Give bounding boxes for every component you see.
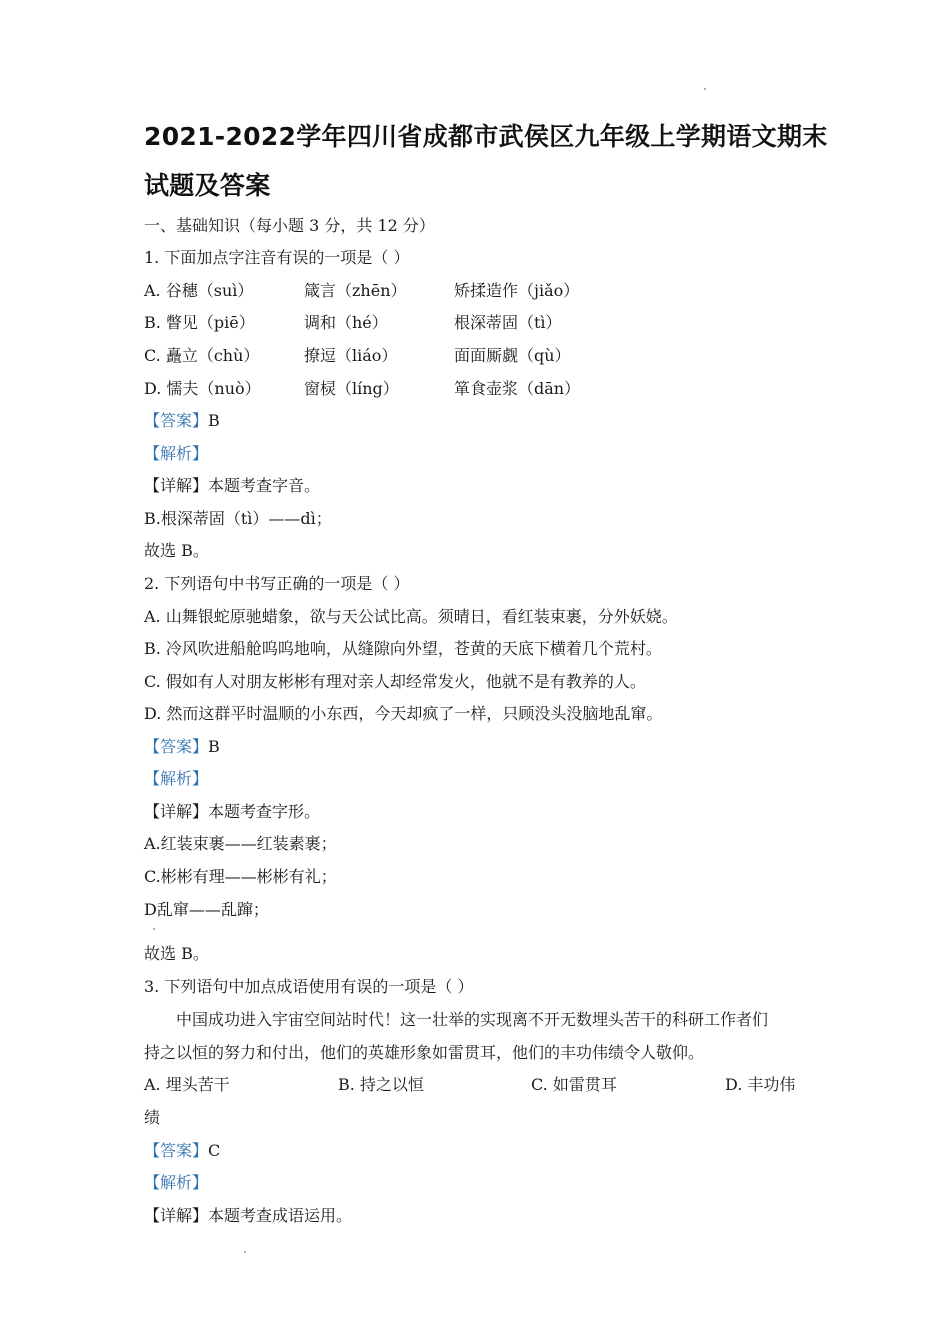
q1-option-b-3: 根深蒂固（tì） — [454, 313, 562, 332]
q2-conclusion: 故选 B。 — [144, 944, 209, 963]
q1-option-a-3: 矫揉造作（jiǎo） — [454, 281, 580, 300]
analysis-tag: 【解析】 — [144, 769, 209, 788]
analysis-tag: 【解析】 — [144, 444, 209, 463]
answer-tag: 【答案】 — [144, 411, 209, 430]
detail-text: 本题考查字形。 — [208, 802, 321, 821]
scan-speck — [704, 88, 706, 90]
detail-text: 本题考查字音。 — [208, 476, 321, 495]
q3-detail — [144, 1206, 352, 1226]
q1-detail — [144, 476, 320, 496]
q1-option-d-3: 箪食壶浆（dān） — [454, 379, 581, 398]
q1-option-d-1: D. 懦夫（nuò） — [144, 379, 261, 398]
q3-option-a: A. 埋头苦干 — [144, 1075, 230, 1094]
q3-passage-line-2: 持之以恒的努力和付出，他们的英雄形象如雷贯耳，他们的丰功伟绩令人敬仰。 — [144, 1043, 705, 1062]
q2-explanation-line-d: D乱窜——乱蹿； — [144, 900, 269, 919]
q2-option-d: D. 然而这群平时温顺的小东西，今天却疯了一样，只顾没头没脑地乱窜。 — [144, 704, 663, 723]
q2-option-b: B. 冷风吹进船舱呜呜地响，从缝隙向外望，苍黄的天底下横着几个荒村。 — [144, 639, 662, 658]
q3-stem: 3. 下列语句中加点成语使用有误的一项是（ ） — [144, 977, 474, 996]
detail-tag: 【详解】 — [144, 476, 209, 495]
q1-option-a-1: A. 谷穗（suì） — [144, 281, 254, 300]
q3-option-c: C. 如雷贯耳 — [531, 1075, 617, 1094]
q3-answer — [144, 1141, 220, 1161]
scan-speck — [244, 1251, 246, 1253]
q1-option-c-3: 面面厮觑（qù） — [454, 346, 571, 365]
q2-explanation-line-c: C.彬彬有理——彬彬有礼； — [144, 867, 337, 886]
answer-tag: 【答案】 — [144, 737, 209, 756]
document-title-line-1: 2021-2022学年四川省成都市武侯区九年级上学期语文期末 — [144, 122, 828, 151]
section-header: 一、基础知识（每小题 3 分，共 12 分） — [144, 216, 435, 235]
scan-speck — [153, 928, 155, 930]
q1-explanation-line: B.根深蒂固（tì）——dì； — [144, 509, 332, 528]
q3-option-d: D. 丰功伟 — [725, 1075, 796, 1094]
q3-option-b: B. 持之以恒 — [338, 1075, 424, 1094]
detail-tag: 【详解】 — [144, 1206, 209, 1225]
q2-explanation-line-a: A.红装束裹——红装素裹； — [144, 834, 337, 853]
q1-option-c-1: C. 矗立（chù） — [144, 346, 260, 365]
detail-tag: 【详解】 — [144, 802, 209, 821]
q1-option-d-2: 窗棂（líng） — [304, 379, 399, 398]
q1-option-b-2: 调和（hé） — [304, 313, 388, 332]
q2-option-a: A. 山舞银蛇原驰蜡象，欲与天公试比高。须晴日，看红装束裹，分外妖娆。 — [144, 607, 678, 626]
q2-detail — [144, 802, 320, 822]
q2-stem: 2. 下列语句中书写正确的一项是（ ） — [144, 574, 410, 593]
q1-answer — [144, 411, 220, 431]
q3-analysis — [144, 1173, 208, 1193]
q2-option-c: C. 假如有人对朋友彬彬有理对亲人却经常发火，他就不是有教养的人。 — [144, 672, 646, 691]
analysis-tag: 【解析】 — [144, 1173, 209, 1192]
q1-option-b-1: B. 瞥见（piē） — [144, 313, 255, 332]
q3-passage-line-1: 中国成功进入宇宙空间站时代！这一壮举的实现离不开无数埋头苦干的科研工作者们 — [176, 1010, 769, 1029]
document-title-line-2: 试题及答案 — [144, 171, 271, 200]
q2-answer — [144, 737, 220, 757]
q1-option-a-2: 箴言（zhēn） — [304, 281, 407, 300]
q1-stem: 1. 下面加点字注音有误的一项是（ ） — [144, 248, 410, 267]
q1-analysis — [144, 444, 208, 464]
answer-value: B — [208, 411, 220, 430]
detail-text: 本题考查成语运用。 — [208, 1206, 353, 1225]
answer-tag: 【答案】 — [144, 1141, 209, 1160]
answer-value: C — [208, 1141, 221, 1160]
q3-option-d-wrap: 绩 — [144, 1108, 161, 1127]
q2-analysis — [144, 769, 208, 789]
q1-option-c-2: 撩逗（liáo） — [304, 346, 398, 365]
answer-value: B — [208, 737, 220, 756]
q1-conclusion: 故选 B。 — [144, 541, 209, 560]
